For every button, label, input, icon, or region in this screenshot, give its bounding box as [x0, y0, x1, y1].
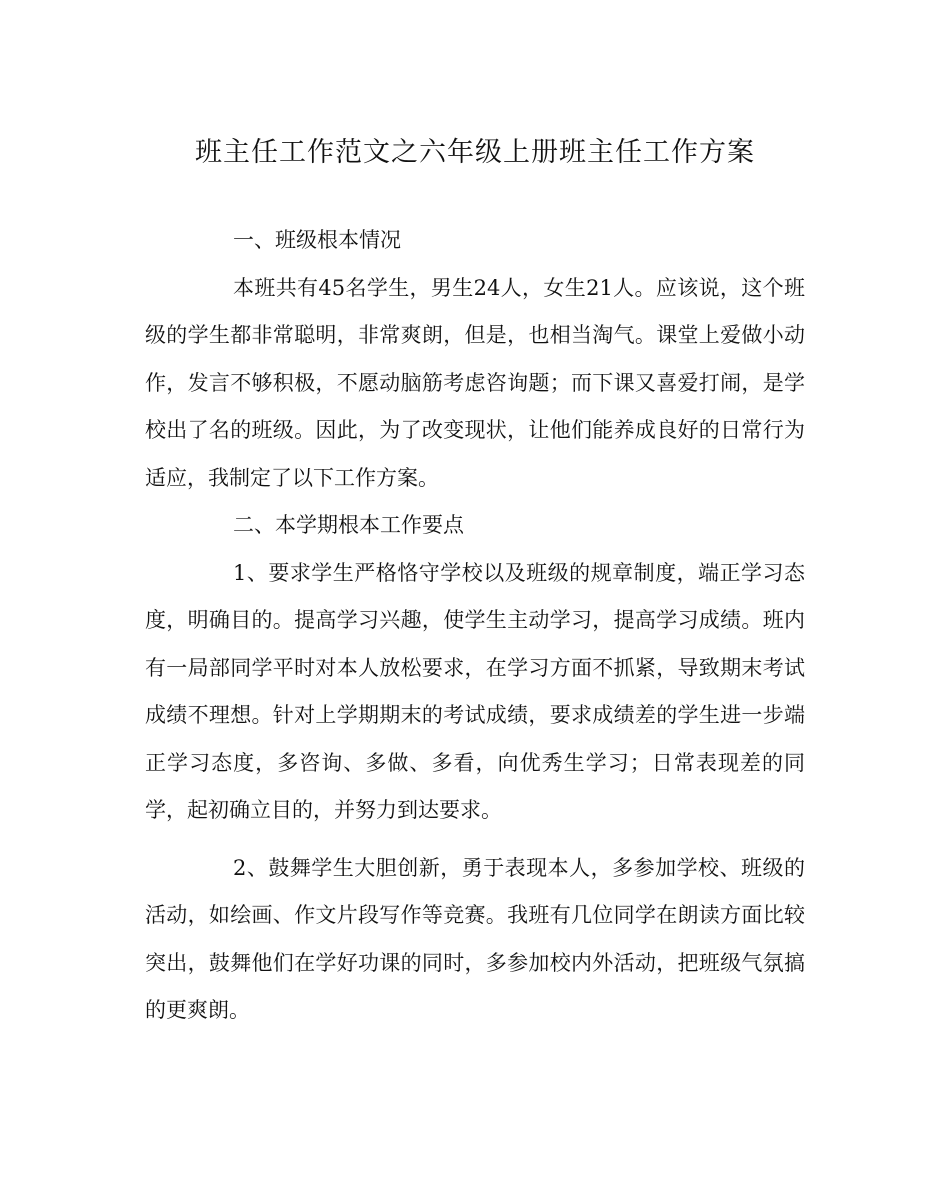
section-heading-2: 二、本学期根本工作要点 [233, 513, 464, 537]
paragraph-class-situation: 本班共有45名学生，男生24人，女生21人。应该说，这个班级的学生都非常聪明，非常爽朗，但是，也相当淘气。课堂上爱做小动作，发言不够积极，不愿动脑筋考虑咨询题；而下课又喜爱打闹，是学校出了名的班级。因此，为了改变现状，让他们能养成良好的日常行为适应，我制定了以下工作方案。 [145, 275, 805, 490]
paragraph-point-2: 2、鼓舞学生大胆创新，勇于表现本人，多参加学校、班级的活动，如绘画、作文片段写作等竞赛。我班有几位同学在朗读方面比较突出，鼓舞他们在学好功课的同时，多参加校内外活动，把班级气氛搞的更爽朗。 [145, 855, 805, 1022]
section-heading-1: 一、班级根本情况 [233, 228, 401, 252]
document-body [145, 217, 805, 1035]
paragraph-point-1: 1、要求学生严格恪守学校以及班级的规章制度，端正学习态度，明确目的。提高学习兴趣，使学生主动学习，提高学习成绩。班内有一局部同学平时对本人放松要求，在学习方面不抓紧，导致期末考试成绩不理想。针对上学期期末的考试成绩，要求成绩差的学生进一步端正学习态度，多咨询、多做、多看，向优秀生学习；日常表现差的同学，起初确立目的，并努力到达要求。 [145, 560, 805, 822]
document-title: 班主任工作范文之六年级上册班主任工作方案 [195, 137, 755, 168]
